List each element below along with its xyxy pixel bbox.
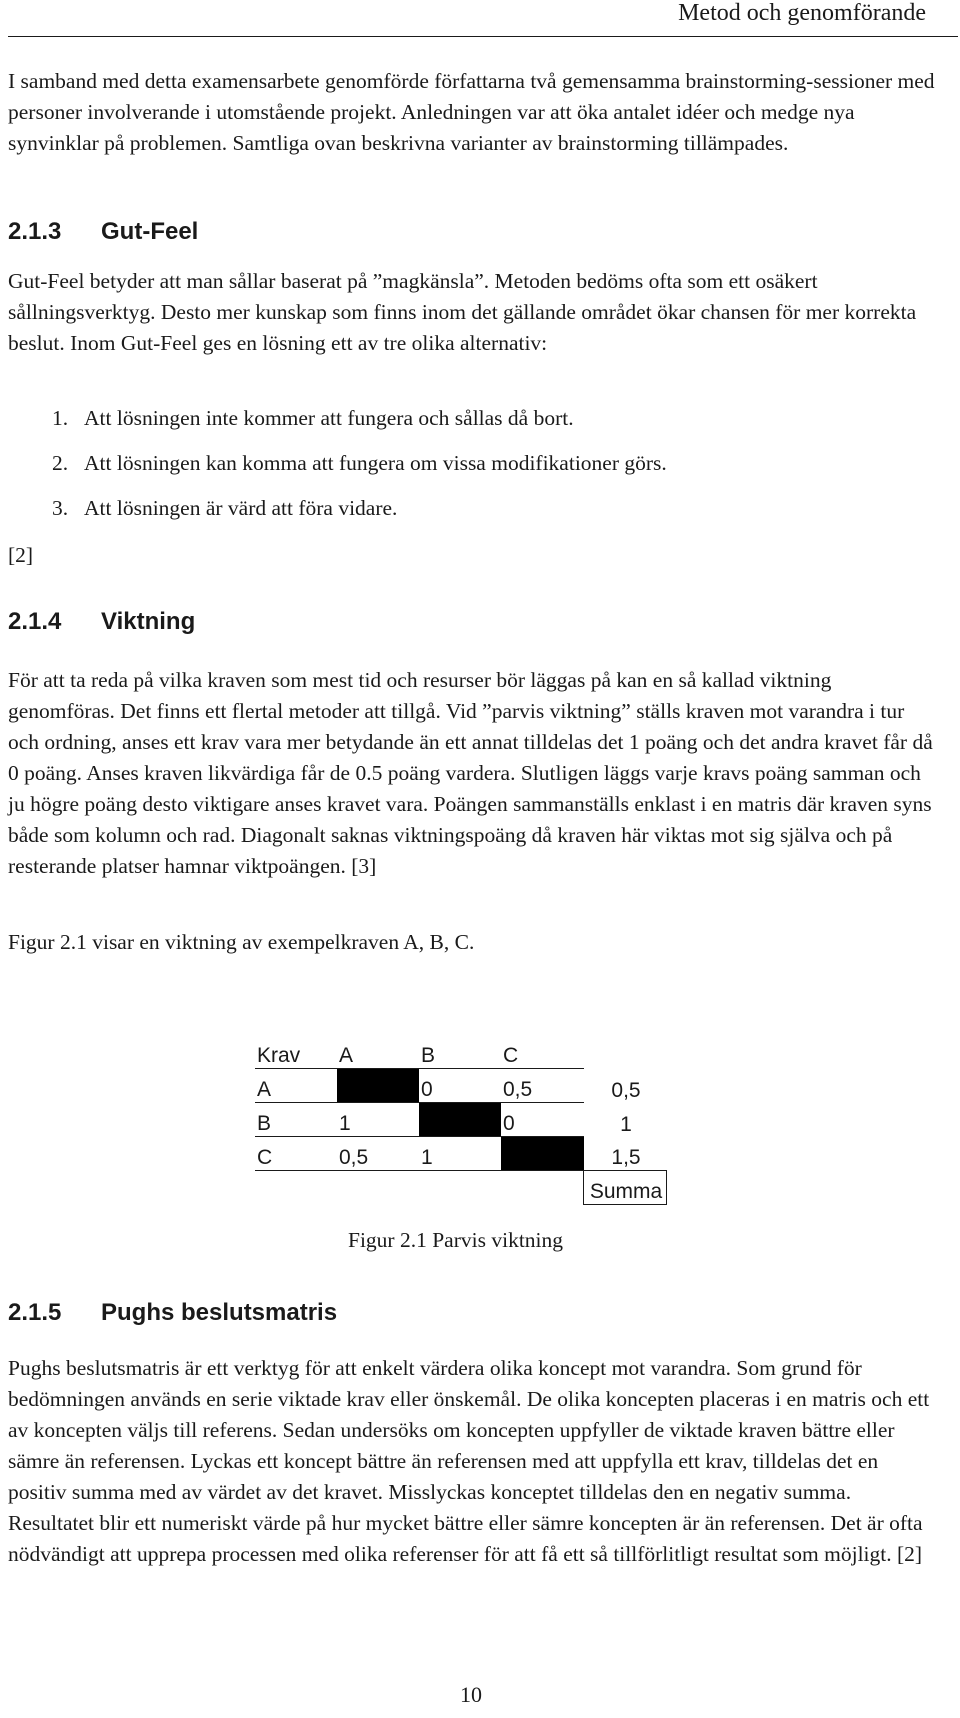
- gut-feel-paragraph: Gut-Feel betyder att man sållar baserat på ”magkänsla”. Metoden bedöms ofta som ett osäkert sållningsverktyg. Desto mer kunskap som finns inom det gällande området ökar chansen för mer korrekta beslut. Inom Gut-Feel ges en lösning ett av tre olika alternativ:: [8, 269, 917, 355]
- matrix-cell: B: [419, 1035, 501, 1069]
- matrix-row: [255, 1069, 667, 1103]
- figure-caption: Figur 2.1 Parvis viktning: [348, 1228, 564, 1252]
- page-number: 10: [460, 1682, 482, 1707]
- pugh-paragraph: Pughs beslutsmatris är ett verktyg för att enkelt värdera olika koncept mot varandra. Som grund för bedömningen används en serie viktade krav eller önskemål. De olika koncepten placeras i en matris och ett av koncepten väljs till referens. Sedan undersöks om koncepten uppfyller de viktade kraven bättre eller sämre än referensen. Lyckas ett koncept bättre än referensen med att uppfylla ett krav, tilldelas det en positiv summa med av värdet av det kravet. Misslyckas konceptet tilldelas den en negativ summa. Resultatet blir ett numeriskt värde på hur mycket bättre eller sämre koncepten är än referensen. Det är ofta nödvändigt att upprepa processen med olika referenser för att få ett så tillförlitligt resultat som möjligt. [2]: [8, 1356, 930, 1566]
- list-item: [52, 404, 574, 432]
- matrix-sum-cell: 1,5: [611, 1146, 641, 1169]
- pairwise-weighting-matrix: [255, 1035, 667, 1205]
- figure-reference: Figur 2.1 visar en viktning av exempelkraven A, B, C.: [8, 930, 475, 954]
- intro-paragraph: I samband med detta examensarbete genomförde författarna två gemensamma brainstorming-sessioner med personer involverande i utomstående projekt. Anledningen var att öka antalet idéer och medge nya synvinklar på problemen. Samtliga ovan beskrivna varianter av brainstorming tillämpades.: [8, 69, 935, 155]
- matrix-sum-row: [255, 1171, 667, 1205]
- list-text: Att lösningen inte kommer att fungera och sållas då bort.: [84, 406, 574, 430]
- section-number: 2.1.5: [8, 1299, 62, 1326]
- matrix-cell: C: [501, 1035, 584, 1069]
- section-title: Gut-Feel: [101, 218, 199, 245]
- matrix-sum-label: Summa: [584, 1171, 667, 1205]
- matrix-cell: 0,5: [337, 1137, 419, 1171]
- list-number: 2.: [52, 451, 69, 475]
- matrix-diagonal-cell: [501, 1137, 584, 1171]
- matrix-cell: 1: [337, 1103, 419, 1137]
- page-header: [8, 0, 958, 37]
- matrix-cell: A: [337, 1035, 419, 1069]
- reference: [2]: [8, 543, 34, 567]
- section-heading-2-1-3: [8, 218, 198, 246]
- matrix-cell: 0: [419, 1069, 501, 1103]
- matrix-cell: 1: [419, 1137, 501, 1171]
- matrix-row-label: C: [255, 1137, 337, 1171]
- matrix-row: [255, 1103, 667, 1137]
- matrix-cell: Krav: [255, 1035, 337, 1069]
- section-title: Viktning: [101, 608, 196, 635]
- matrix-row-label: B: [255, 1103, 337, 1137]
- matrix-header-row: [255, 1035, 667, 1069]
- list-number: 3.: [52, 496, 69, 520]
- list-item: [52, 449, 667, 477]
- matrix-row: [255, 1137, 667, 1171]
- list-item: [52, 494, 397, 522]
- matrix-empty-cell: [584, 1035, 667, 1069]
- section-number: 2.1.4: [8, 608, 62, 635]
- section-heading-2-1-4: [8, 608, 195, 636]
- list-number: 1.: [52, 406, 69, 430]
- matrix-cell: 0: [501, 1103, 584, 1137]
- matrix-cell: 0,5: [501, 1069, 584, 1103]
- matrix-diagonal-cell: [419, 1103, 501, 1137]
- list-text: Att lösningen kan komma att fungera om vissa modifikationer görs.: [84, 451, 667, 475]
- section-heading-2-1-5: [8, 1299, 337, 1327]
- matrix-sum-cell: 1: [620, 1112, 632, 1136]
- matrix-sum-cell: 0,5: [611, 1078, 641, 1102]
- section-number: 2.1.3: [8, 218, 62, 245]
- list-text: Att lösningen är värd att föra vidare.: [84, 496, 398, 520]
- matrix-row-label: A: [255, 1069, 337, 1103]
- header-title: Metod och genomförande: [678, 0, 926, 26]
- matrix-diagonal-cell: [337, 1069, 419, 1103]
- viktning-paragraph: För att ta reda på vilka kraven som mest tid och resurser bör läggas på kan en så kallad viktning genomföras. Det finns ett flertal metoder att tillgå. Vid ”parvis viktning” ställs kraven mot varandra i tur och ordning, anses ett krav vara mer betydande än ett annat tilldelas det 1 poäng och det andra kravet får då 0 poäng. Anses kraven likvärdiga får de 0.5 poäng vardera. Slutligen läggs varje kravs poäng samman och ju högre poäng desto viktigare anses kravet vara. Poängen sammanställs enklast i en matris där kraven syns både som kolumn och rad. Diagonalt saknas viktningspoäng då kraven här viktas mot sig själva och på resterande platser hamnar viktpoängen. [3]: [8, 668, 933, 878]
- section-title: Pughs beslutsmatris: [101, 1299, 338, 1326]
